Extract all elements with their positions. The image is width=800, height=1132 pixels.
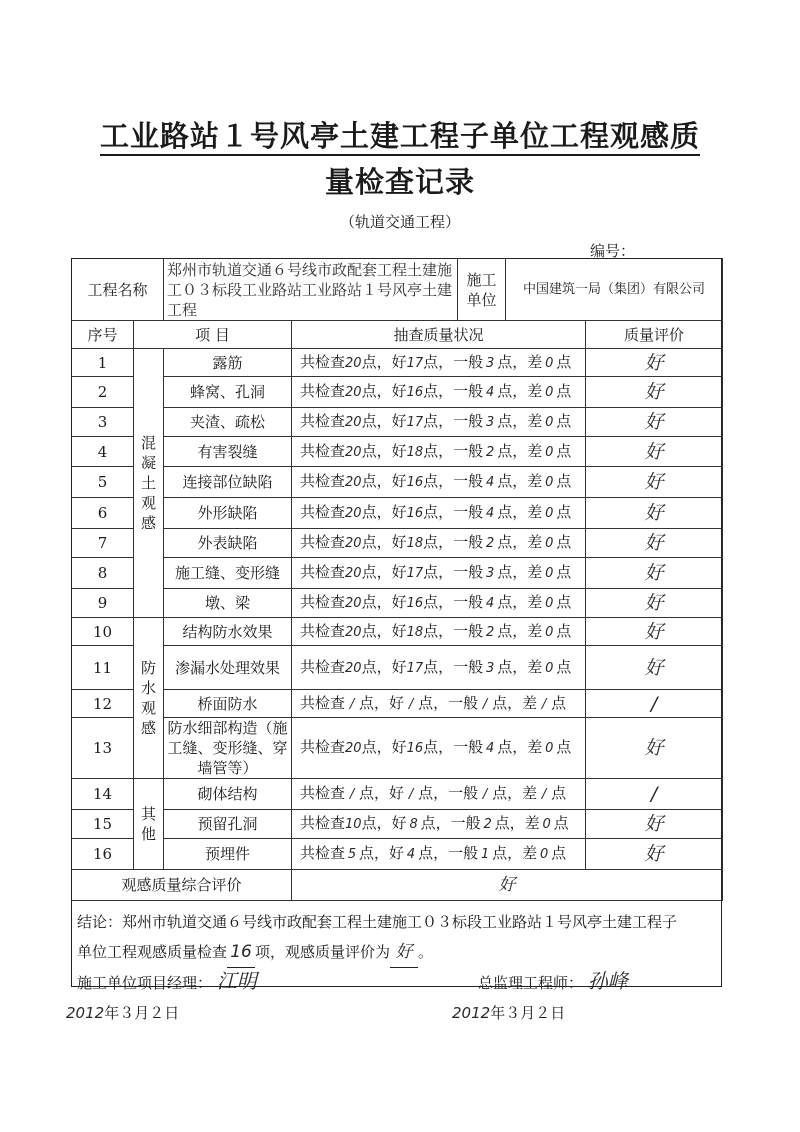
label: 共检查 [300, 533, 346, 551]
fair-count: / [482, 787, 488, 802]
col-header-item: 项 目 [134, 321, 292, 349]
item-name: 有害裂缝 [164, 437, 292, 467]
supervisor-signature: 孙峰 [587, 969, 628, 993]
poor-count: 0 [545, 475, 554, 490]
label: ，好 [376, 382, 407, 400]
unit: 点 [497, 533, 513, 551]
label: 共检查 [300, 693, 346, 712]
unit: 点 [359, 844, 375, 862]
total-count: 10 [345, 817, 362, 832]
conclusion-line1: 结论：郑州市轨道交通６号线市政配套工程土建施工０３标段工业路站１号风亭土建工程子 [77, 913, 678, 931]
unit: 点 [494, 814, 510, 832]
unit: 点 [556, 738, 572, 756]
unit: 点 [361, 382, 377, 400]
date-right: 2012年３月２日 [452, 1004, 566, 1022]
row-number: 14 [72, 779, 134, 810]
item-name: 预留孔洞 [164, 810, 292, 839]
unit: 点 [423, 472, 439, 490]
unit: 点 [556, 441, 572, 460]
quality-evaluation: 好 [586, 646, 723, 690]
quality-evaluation: 好 [586, 589, 723, 618]
label: ，好 [376, 533, 407, 551]
quality-evaluation: 好 [586, 618, 723, 646]
poor-count: 0 [545, 741, 554, 756]
label: ，差 [507, 693, 538, 712]
unit: 点 [556, 503, 572, 521]
row-number: 11 [72, 646, 134, 690]
good-count: / [408, 787, 414, 802]
item-name: 蜂窝、孔洞 [164, 377, 292, 408]
total-count: / [349, 696, 355, 712]
unit: 点 [556, 593, 572, 611]
label: 共检查 [300, 657, 346, 676]
label: ，好 [376, 503, 407, 521]
item-name: 外形缺陷 [164, 498, 292, 529]
label: ，好 [376, 472, 407, 490]
label: 共检查 [300, 738, 346, 756]
label: ，一般 [438, 382, 484, 400]
unit: 点 [423, 352, 439, 371]
total-count: 20 [345, 536, 362, 551]
quality-evaluation: 好 [586, 718, 723, 779]
label: ，一般 [438, 657, 484, 676]
unit: 点 [423, 657, 439, 676]
poor-count: / [541, 696, 547, 712]
label: 共检查 [300, 621, 346, 640]
unit: 点 [423, 503, 439, 521]
total-count: 20 [345, 475, 362, 490]
date-left: 2012年３月２日 [66, 1004, 180, 1022]
poor-count: 0 [545, 415, 554, 430]
fair-count: 4 [486, 741, 495, 756]
total-count: 20 [345, 741, 362, 756]
quality-evaluation: 好 [586, 467, 723, 498]
row-number: 1 [72, 349, 134, 377]
label: ，好 [376, 593, 407, 611]
unit: 点 [423, 563, 439, 581]
label: ，一般 [433, 693, 479, 712]
unit: 点 [361, 472, 377, 490]
quality-evaluation: 好 [586, 377, 723, 408]
item-name: 外表缺陷 [164, 529, 292, 558]
label: ，一般 [438, 593, 484, 611]
label: ，好 [374, 844, 405, 862]
fair-count: 3 [486, 355, 495, 371]
item-name: 防水细部构造（施工缝、变形缝、穿墙管等） [164, 718, 292, 779]
item-name: 夹渣、疏松 [164, 408, 292, 437]
poor-count: 0 [545, 660, 554, 676]
unit: 点 [361, 738, 377, 756]
serial-number-label: 编号： [590, 242, 636, 260]
fair-count: 2 [486, 444, 495, 460]
label: ，好 [376, 814, 407, 832]
unit: 点 [551, 693, 567, 712]
good-count: 17 [406, 355, 424, 371]
unit: 点 [497, 563, 513, 581]
supervisor-label: 总监理工程师： [478, 974, 584, 992]
row-number: 15 [72, 810, 134, 839]
quality-evaluation: 好 [586, 349, 723, 377]
total-count: 20 [345, 624, 362, 640]
unit: 点 [497, 621, 513, 640]
poor-count: 0 [545, 566, 554, 581]
row-number: 7 [72, 529, 134, 558]
fair-count: / [482, 696, 488, 712]
label: ，差 [512, 352, 543, 371]
unit: 点 [423, 533, 439, 551]
fair-count: 3 [486, 660, 495, 676]
document-subtitle: （轨道交通工程） [339, 213, 460, 231]
label: ，差 [512, 563, 543, 581]
label: 共检查 [300, 382, 346, 400]
col-header-eval: 质量评价 [586, 321, 723, 349]
label: 共检查 [300, 563, 346, 581]
col-header-status: 抽查质量状况 [292, 321, 586, 349]
poor-count: 0 [542, 817, 551, 832]
good-count: 18 [406, 444, 424, 460]
construction-unit-value: 中国建筑一局（集团）有限公司 [506, 259, 723, 321]
fair-count: 4 [486, 596, 495, 611]
unit: 点 [361, 533, 377, 551]
summary-value: 好 [292, 870, 723, 901]
total-count: 20 [345, 596, 362, 611]
unit: 点 [497, 657, 513, 676]
unit: 点 [551, 784, 567, 802]
label: ，一般 [438, 503, 484, 521]
row-number: 8 [72, 558, 134, 589]
label: ，好 [376, 441, 407, 460]
unit: 点 [423, 412, 439, 430]
label: ，差 [512, 503, 543, 521]
unit: 点 [497, 472, 513, 490]
label: ，一般 [438, 738, 484, 756]
unit: 点 [556, 472, 572, 490]
unit: 点 [361, 814, 377, 832]
item-name: 墩、梁 [164, 589, 292, 618]
label: ，一般 [435, 814, 481, 832]
total-count: 20 [345, 566, 362, 581]
item-name: 砌体结构 [164, 779, 292, 810]
unit: 点 [423, 738, 439, 756]
unit: 点 [359, 784, 375, 802]
unit: 点 [423, 621, 439, 640]
conclusion-line2: 单位工程观感质量检查 16 项，观感质量评价为 好 。 [77, 937, 717, 968]
total-count: / [349, 787, 355, 802]
unit: 点 [492, 844, 508, 862]
unit: 点 [359, 693, 375, 712]
label: ，好 [376, 738, 407, 756]
row-number: 6 [72, 498, 134, 529]
unit: 点 [492, 693, 508, 712]
unit: 点 [361, 412, 377, 430]
overall-rating: 好 [390, 937, 418, 968]
good-count: 16 [406, 385, 424, 400]
manager-label: 施工单位项目经理： [77, 974, 213, 992]
good-count: 17 [406, 660, 424, 676]
item-name: 预埋件 [164, 839, 292, 870]
unit: 点 [497, 503, 513, 521]
unit: 点 [492, 784, 508, 802]
unit: 点 [497, 382, 513, 400]
fair-count: 4 [486, 385, 495, 400]
fair-count: 4 [486, 506, 495, 521]
unit: 点 [423, 382, 439, 400]
quality-evaluation: 好 [586, 498, 723, 529]
good-count: / [408, 696, 414, 712]
unit: 点 [418, 844, 434, 862]
row-number: 16 [72, 839, 134, 870]
item-name: 露筋 [164, 349, 292, 377]
row-number: 3 [72, 408, 134, 437]
total-count: 20 [345, 660, 362, 676]
label: ，一般 [433, 784, 479, 802]
total-count: 20 [345, 415, 362, 430]
total-count: 20 [345, 385, 362, 400]
item-name: 渗漏水处理效果 [164, 646, 292, 690]
unit: 点 [361, 441, 377, 460]
poor-count: 0 [539, 847, 549, 862]
label: ，差 [507, 784, 538, 802]
good-count: 16 [406, 741, 424, 756]
quality-evaluation: 好 [586, 810, 723, 839]
unit: 点 [361, 657, 377, 676]
label: ，一般 [438, 621, 484, 640]
unit: 点 [556, 533, 572, 551]
good-count: 16 [406, 596, 424, 611]
row-number: 5 [72, 467, 134, 498]
row-number: 10 [72, 618, 134, 646]
label: ，差 [512, 382, 543, 400]
unit: 点 [497, 441, 513, 460]
unit: 点 [418, 784, 434, 802]
poor-count: 0 [545, 506, 554, 521]
fair-count: 3 [486, 566, 495, 581]
summary-label: 观感质量综合评价 [72, 870, 292, 901]
unit: 点 [423, 593, 439, 611]
unit: 点 [420, 814, 436, 832]
total-count: 5 [347, 847, 357, 862]
label: ，好 [376, 621, 407, 640]
item-name: 结构防水效果 [164, 618, 292, 646]
label: ，一般 [438, 352, 484, 371]
row-number: 13 [72, 718, 134, 779]
label: 共检查 [300, 352, 346, 371]
item-count: 16 [227, 937, 255, 968]
poor-count: 0 [545, 536, 554, 551]
label: ，差 [509, 814, 540, 832]
label: ，差 [512, 441, 543, 460]
good-count: 17 [406, 566, 424, 581]
total-count: 20 [345, 355, 362, 371]
label: ，好 [376, 412, 407, 430]
label: ，一般 [438, 472, 484, 490]
label: ，差 [512, 738, 543, 756]
unit: 点 [497, 593, 513, 611]
label: 共检查 [300, 441, 346, 460]
construction-unit-label: 施工单位 [458, 259, 506, 321]
quality-evaluation: 好 [586, 839, 723, 870]
unit: 点 [361, 593, 377, 611]
label: 共检查 [300, 593, 346, 611]
good-count: 18 [406, 624, 424, 640]
manager-signature: 江明 [216, 969, 257, 993]
total-count: 20 [345, 444, 362, 460]
unit: 点 [361, 503, 377, 521]
label: 共检查 [300, 814, 346, 832]
label: ，好 [376, 657, 407, 676]
quality-evaluation: / [586, 779, 723, 810]
unit: 点 [556, 657, 572, 676]
label: 共检查 [300, 844, 346, 862]
label: ，好 [374, 784, 405, 802]
label: ，一般 [438, 441, 484, 460]
poor-count: 0 [545, 624, 554, 640]
unit: 点 [418, 693, 434, 712]
fair-count: 2 [483, 817, 492, 832]
table-outer-frame [71, 258, 722, 987]
unit: 点 [423, 441, 439, 460]
good-count: 8 [409, 817, 418, 832]
label: ，差 [512, 472, 543, 490]
fair-count: 2 [486, 624, 495, 640]
unit: 点 [556, 621, 572, 640]
unit: 点 [497, 412, 513, 430]
fair-count: 2 [486, 536, 495, 551]
total-count: 20 [345, 506, 362, 521]
unit: 点 [361, 352, 377, 371]
poor-count: / [541, 787, 547, 802]
unit: 点 [497, 738, 513, 756]
good-count: 16 [406, 506, 424, 521]
label: ，差 [512, 657, 543, 676]
fair-count: 3 [486, 415, 495, 430]
good-count: 4 [406, 847, 416, 862]
label: ，一般 [433, 844, 479, 862]
document-title-line2: 量检查记录 [324, 165, 475, 199]
good-count: 17 [406, 415, 424, 430]
unit: 点 [551, 844, 567, 862]
unit: 点 [556, 382, 572, 400]
unit: 点 [556, 563, 572, 581]
label: ，差 [512, 412, 543, 430]
unit: 点 [556, 352, 572, 371]
poor-count: 0 [545, 596, 554, 611]
unit: 点 [361, 621, 377, 640]
label: ，一般 [438, 412, 484, 430]
category-label: 防水观感 [140, 659, 156, 737]
unit: 点 [497, 352, 513, 371]
label: 共检查 [300, 503, 346, 521]
label: ，差 [512, 593, 543, 611]
poor-count: 0 [545, 444, 554, 460]
quality-evaluation: 好 [586, 529, 723, 558]
item-name: 施工缝、变形缝 [164, 558, 292, 589]
quality-evaluation: 好 [586, 437, 723, 467]
quality-evaluation: / [586, 690, 723, 718]
item-name: 桥面防水 [164, 690, 292, 718]
col-header-no: 序号 [72, 321, 134, 349]
row-number: 9 [72, 589, 134, 618]
label: ，好 [374, 693, 405, 712]
label: ，一般 [438, 563, 484, 581]
category-label: 其他 [140, 805, 156, 843]
poor-count: 0 [545, 385, 554, 400]
good-count: 16 [406, 475, 424, 490]
row-number: 12 [72, 690, 134, 718]
label: 共检查 [300, 472, 346, 490]
project-name-value: 郑州市轨道交通６号线市政配套工程土建施工０３标段工业路站工业路站１号风亭土建工程 [164, 259, 458, 321]
label: ，一般 [438, 533, 484, 551]
unit: 点 [553, 814, 569, 832]
label: 共检查 [300, 784, 346, 802]
label: 共检查 [300, 412, 346, 430]
quality-evaluation: 好 [586, 408, 723, 437]
label: ，好 [376, 352, 407, 371]
label: ，好 [376, 563, 407, 581]
fair-count: 4 [486, 475, 495, 490]
poor-count: 0 [545, 355, 554, 371]
row-number: 4 [72, 437, 134, 467]
label: ，差 [512, 533, 543, 551]
label: ，差 [507, 844, 538, 862]
row-number: 2 [72, 377, 134, 408]
good-count: 18 [406, 536, 424, 551]
category-label: 混凝土观感 [140, 434, 156, 532]
unit: 点 [556, 412, 572, 430]
document-title-line1: 工业路站１号风亭土建工程子单位工程观感质 [0, 114, 800, 155]
unit: 点 [361, 563, 377, 581]
quality-evaluation: 好 [586, 558, 723, 589]
item-name: 连接部位缺陷 [164, 467, 292, 498]
label: ，差 [512, 621, 543, 640]
project-name-label: 工程名称 [72, 259, 164, 321]
fair-count: 1 [480, 847, 490, 862]
